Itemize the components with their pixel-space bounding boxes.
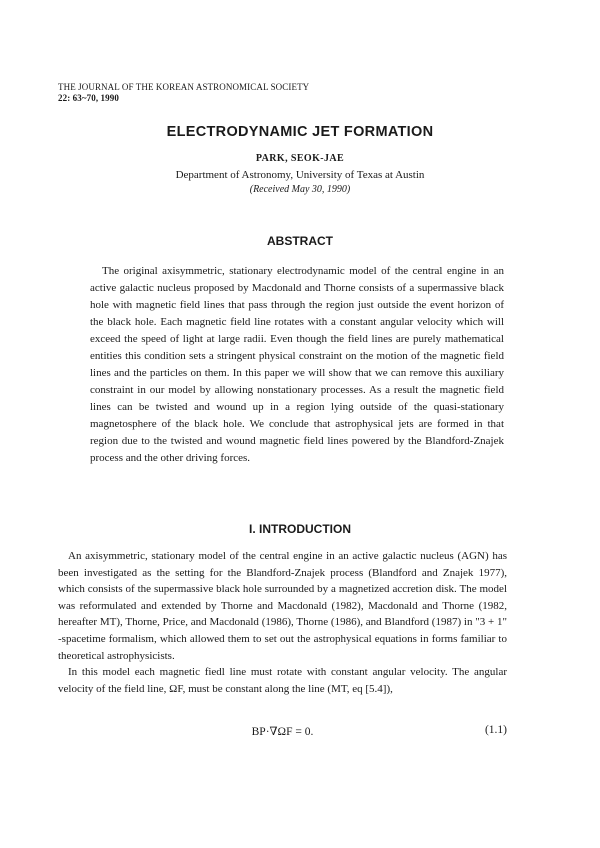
journal-header xyxy=(58,82,309,104)
equation-1-1 xyxy=(58,724,507,744)
received-date: (Received May 30, 1990) xyxy=(249,184,351,195)
journal-name: THE JOURNAL OF THE KOREAN ASTRONOMICAL SOCIETY xyxy=(58,82,310,92)
intro-paragraph-1: An axisymmetric, stationary model of the central engine in an active galactic nucleus (AGN) has been investigated as the setting for the Blandford-Znajek process (Blandford and Znajek 1977), which consists of the supermassive black hole surrounded by a magnetized accretion disk. The model was reformulated and extended by Thorne and Macdonald (1982), Macdonald and Thorne (1982, hereafter MT), Thorne, Price, and Macdonald (1986), Thorne (1986), and Blandford (1987) in "3 + 1" -spacetime formalism, which allowed them to set out the astrophysical equations in forms familiar to theoretical astrophysicists. xyxy=(58,550,507,662)
intro-paragraph-2: In this model each magnetic fiedl line must rotate with constant angular velocity. The angular velocity of the field line, ΩF, must be constant along the line (MT, eq [5.4]), xyxy=(58,666,507,695)
author-name: PARK, SEOK-JAE xyxy=(255,153,345,164)
equation-number: (1.1) xyxy=(484,724,507,736)
paper-title: ELECTRODYNAMIC JET FORMATION xyxy=(166,124,434,140)
section-heading-introduction: I. INTRODUCTION xyxy=(249,522,351,536)
introduction-body xyxy=(58,548,507,697)
volume-pages: 22: 63~70, 1990 xyxy=(58,93,119,103)
equation-expression: BP·∇ΩF = 0. xyxy=(251,726,314,738)
abstract-text: The original axisymmetric, stationary electrodynamic model of the central engine in an active galactic nucleus proposed by Macdonald and Thorne consists of a supermassive black hole with magnetic field lines that pass through the region just outside the event horizon of the black hole. Each magnetic field line rotates with a constant angular velocity which will exceed the speed of light at large radii. Even though the field lines are purely mathematical entities this condition sets a stringent physical constraint on the motion of the magnetic field lines and the particles on them. In this paper we will show that we can remove this auxiliary constraint in our model by allowing nonstationary processes. As a result the magnetic field lines can be twisted and wound up in a region lying outside of the quasi-stationary magnetosphere of the black hole. We conclude that astrophysical jets are formed in that region due to the twisted and wound magnetic field lines powered by the Blandford-Znajek process and the other driving forces. xyxy=(90,265,504,464)
author-affiliation: Department of Astronomy, University of Texas at Austin xyxy=(175,169,425,181)
abstract-heading: ABSTRACT xyxy=(267,234,333,248)
